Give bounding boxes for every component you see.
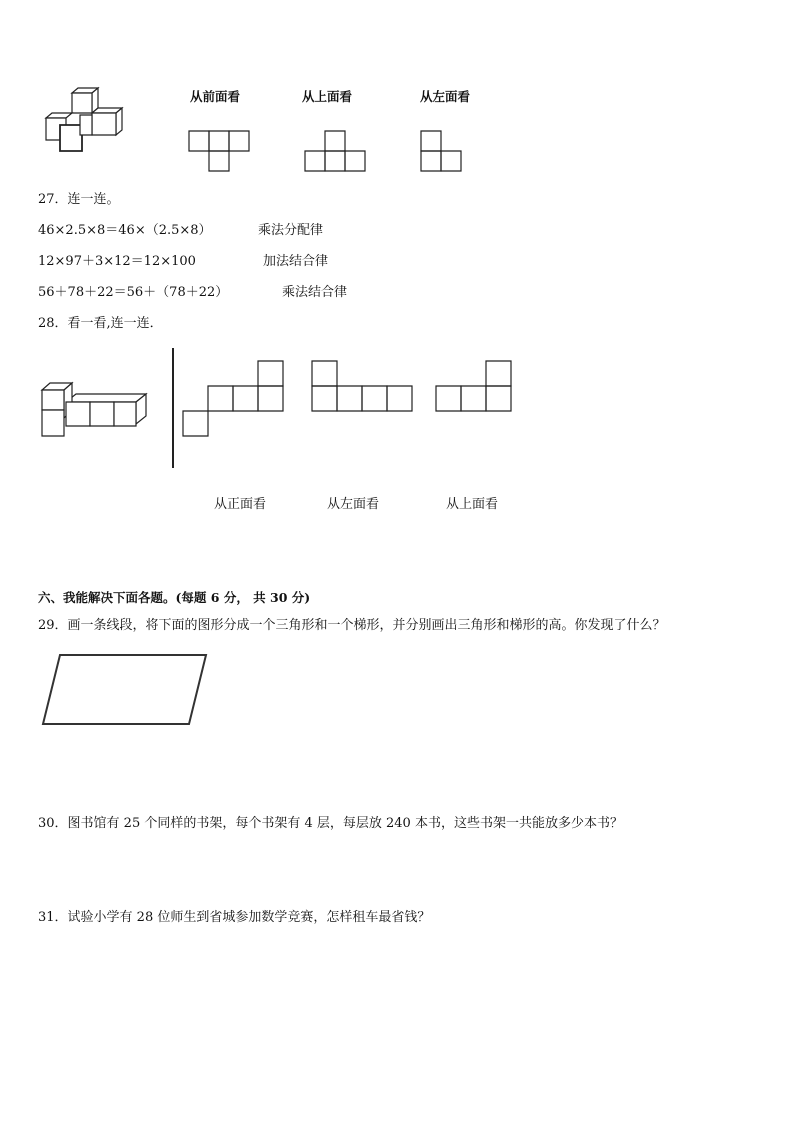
q27-law-3: 乘法结合律 — [282, 285, 348, 300]
cube-row-figure — [40, 380, 160, 442]
view-front-label: 从前面看 — [190, 89, 241, 104]
q31-text: 31．试验小学有 28 位师生到省城参加数学竞赛，怎样租车最省钱？ — [38, 910, 431, 925]
q30-text: 30．图书馆有 25 个同样的书架，每个书架有 4 层，每层放 240 本书，这些书架一共能放多少本书？ — [38, 816, 623, 831]
view-label-front: 从正面看 — [214, 497, 267, 512]
view-label-top: 从上面看 — [446, 497, 499, 512]
q27-title: 27．连一连。 — [38, 192, 120, 207]
parallelogram-figure — [40, 652, 210, 728]
view-top-label: 从上面看 — [302, 89, 353, 104]
top-view-shape — [304, 130, 368, 174]
view-option-a — [182, 360, 286, 440]
view-left-label: 从左面看 — [420, 89, 471, 104]
cube-stack-figure — [40, 85, 140, 155]
q29-text: 29．画一条线段，将下面的图形分成一个三角形和一个梯形，并分别画出三角形和梯形的高。你发现了什么？ — [38, 618, 666, 633]
q27-expr-3: 56＋78＋22＝56＋（78＋22） — [38, 285, 229, 300]
front-view-shape — [188, 130, 250, 174]
q27-expr-1: 46×2.5×8＝46×（2.5×8） — [38, 223, 212, 238]
left-view-shape — [420, 130, 464, 174]
q27-law-2: 加法结合律 — [263, 254, 329, 269]
q27-expr-2: 12×97＋3×12＝12×100 — [38, 254, 196, 269]
q27-law-1: 乘法分配律 — [258, 223, 324, 238]
vertical-divider — [172, 348, 174, 468]
view-option-b — [311, 360, 415, 416]
q28-title: 28．看一看,连一连． — [38, 316, 163, 331]
view-option-c — [435, 360, 515, 416]
view-label-left: 从左面看 — [327, 497, 380, 512]
section-6-title: 六、我能解决下面各题。(每题 6 分， 共 30 分) — [38, 590, 311, 605]
